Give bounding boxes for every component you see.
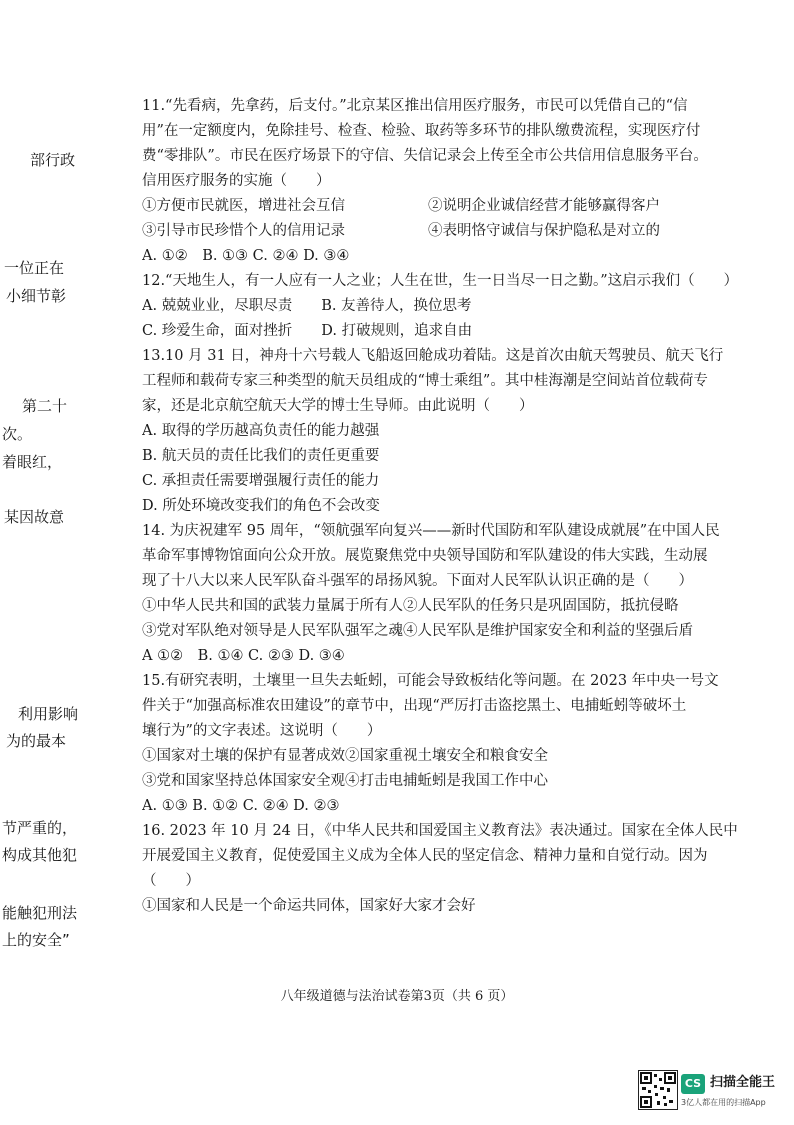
qr-code-icon — [638, 1070, 678, 1110]
margin-fragment: 小细节彰 — [6, 287, 67, 305]
question-14-statements: ③党对军队绝对领导是人民军队强军之魂④人民军队是维护国家安全和利益的坚强后盾 — [142, 623, 693, 639]
margin-fragment: 某因故意 — [4, 508, 65, 526]
option-statement: ②说明企业诚信经营才能够赢得客户 — [428, 198, 660, 214]
question-13-choice: A. 取得的学历越高负责任的能力越强 — [142, 423, 380, 439]
question-11-options-row — [142, 194, 774, 219]
scanner-app-name: 扫描全能王 — [710, 1075, 776, 1090]
question-13-choice: C. 承担责任需要增强履行责任的能力 — [142, 473, 380, 489]
margin-fragment: 着眼红， — [2, 453, 63, 471]
margin-fragment: 一位正在 — [4, 259, 65, 277]
question-14-stem: 革命军事博物馆面向公众开放。展览聚焦党中央领导国防和军队建设的伟大实践，生动展 — [142, 548, 708, 564]
question-11-stem: 费“零排队”。市民在医疗场景下的守信、失信记录会上传至全市公共信用信息服务平台。 — [142, 148, 708, 164]
question-16-statements: ①国家和人民是一个命运共同体，国家好大家才会好 — [142, 898, 476, 914]
option-statement: ③引导市民珍惜个人的信用记录 — [142, 223, 345, 239]
question-11-stem: 用”在一定额度内，免除挂号、检查、检验、取药等多环节的排队缴费流程，实现医疗付 — [142, 123, 701, 139]
question-16-stem: （ ） — [142, 873, 200, 889]
margin-fragment: 节严重的， — [2, 819, 78, 837]
question-15-statements: ③党和国家坚持总体国家安全观④打击电捕蚯蚓是我国工作中心 — [142, 773, 548, 789]
question-15-statements: ①国家对土壤的保护有显著成效②国家重视土壤安全和粮食安全 — [142, 748, 548, 764]
margin-fragment: 上的安全” — [2, 931, 70, 949]
scanner-logo-icon: CS — [681, 1074, 705, 1094]
question-13-choice: B. 航天员的责任比我们的责任更重要 — [142, 448, 380, 464]
question-14-stem: 14. 为庆祝建军 95 周年，“领航强军向复兴——新时代国防和军队建设成就展”在中国人民 — [142, 523, 720, 539]
page-footer: 八年级道德与法治试卷第3页（共 6 页） — [280, 989, 514, 1004]
question-11-choices: A. ①② B. ①③ C. ②④ D. ③④ — [142, 248, 350, 264]
margin-fragment: 构成其他犯 — [2, 846, 78, 864]
question-11-stem: 11.“先看病，先拿药，后支付。”北京某区推出信用医疗服务，市民可以凭借自己的“信 — [142, 98, 688, 114]
question-15-stem: 15.有研究表明，土壤里一旦失去蚯蚓，可能会导致板结化等问题。在 2023 年中央一号文 — [142, 673, 719, 689]
question-15-choices: A. ①③ B. ①② C. ②④ D. ②③ — [142, 798, 340, 814]
margin-fragment: 为的最本 — [6, 732, 67, 750]
question-12-stem: 12.“天地生人，有一人应有一人之业；人生在世，生一日当尽一日之勤。”这启示我们（ ） — [142, 273, 739, 289]
margin-fragment: 部行政 — [30, 151, 76, 169]
question-15-stem: 壤行为”的文字表述。这说明（ ） — [142, 723, 382, 739]
margin-fragment: 第二十 — [22, 397, 68, 415]
question-14-choices: A ①② B. ①④ C. ②③ D. ③④ — [142, 648, 345, 664]
question-12-choices: A. 兢兢业业，尽职尽责 B. 友善待人，换位思考 — [142, 298, 472, 314]
question-16-stem: 16. 2023 年 10 月 24 日，《中华人民共和国爱国主义教育法》表决通过。国家在全体人民中 — [142, 823, 738, 839]
question-13-stem: 13.10 月 31 日，神舟十六号载人飞船返回舱成功着陆。这是首次由航天驾驶员、航天飞行 — [142, 348, 724, 364]
scanner-app-tagline: 3亿人都在用的扫描App — [681, 1098, 766, 1107]
question-13-stem: 家，还是北京航空航天大学的博士生导师。由此说明（ ） — [142, 398, 534, 414]
option-statement: ①方便市民就医，增进社会互信 — [142, 198, 345, 214]
question-15-stem: 件关于“加强高标准农田建设”的章节中，出现“严厉打击盗挖黑土、电捕蚯蚓等破坏土 — [142, 698, 687, 714]
question-16-stem: 开展爱国主义教育，促使爱国主义成为全体人民的坚定信念、精神力量和自觉行动。因为 — [142, 848, 708, 864]
question-14-statements: ①中华人民共和国的武装力量属于所有人②人民军队的任务只是巩固国防，抵抗侵略 — [142, 598, 679, 614]
question-11-stem: 信用医疗服务的实施（ ） — [142, 173, 331, 189]
question-12-choices: C. 珍爱生命，面对挫折 D. 打破规则，追求自由 — [142, 323, 473, 339]
question-13-choice: D. 所处环境改变我们的角色不会改变 — [142, 498, 380, 514]
question-14-stem: 现了十八大以来人民军队奋斗强军的昂扬风貌。下面对人民军队认识正确的是（ ） — [142, 573, 693, 589]
margin-fragment: 利用影响 — [18, 705, 79, 723]
question-13-stem: 工程师和载荷专家三种类型的航天员组成的“博士乘组”。其中桂海潮是空间站首位载荷专 — [142, 373, 708, 389]
question-11-options-row — [142, 219, 774, 244]
margin-fragment: 次。 — [2, 425, 33, 443]
question-body — [142, 94, 774, 919]
margin-fragment: 能触犯刑法 — [2, 904, 78, 922]
option-statement: ④表明恪守诚信与保护隐私是对立的 — [428, 223, 660, 239]
